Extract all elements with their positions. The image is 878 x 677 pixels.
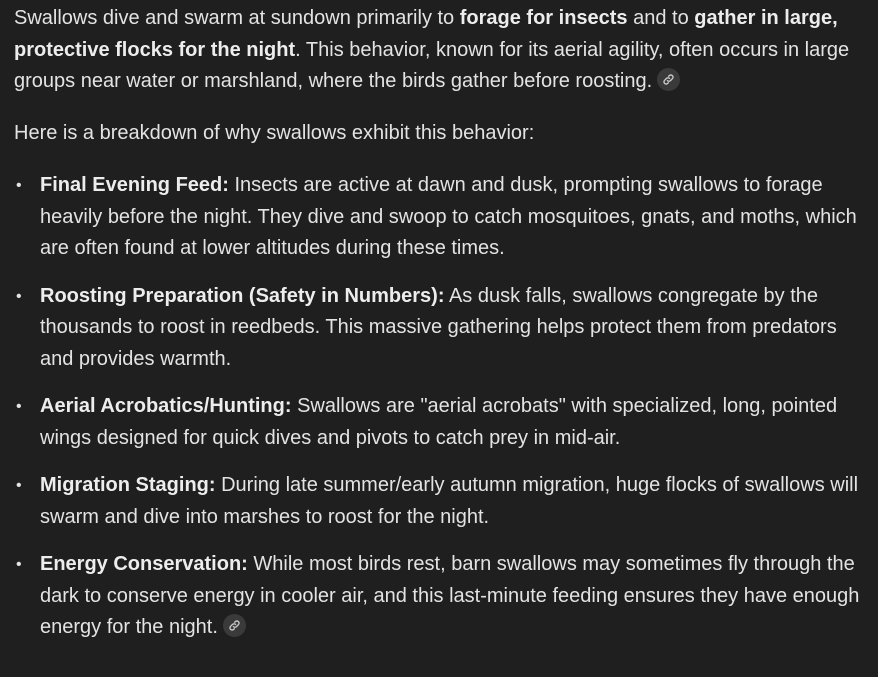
list-item-text: As dusk falls, swallows congregate by the thousands to roost in reedbeds. This massive gathering helps protect them from predators and provides warmth. [40, 284, 837, 370]
list-item-text: Swallows are "aerial acrobats" with specialized, long, pointed wings designed for quick dives and pivots to catch prey in mid-air. [40, 395, 838, 449]
list-item-energy-conservation [14, 549, 864, 644]
link-icon [662, 73, 675, 86]
bullet-marker: • [16, 477, 22, 494]
source-link-button[interactable] [223, 614, 246, 637]
list-item-title: Final Evening Feed: [40, 174, 229, 196]
intro-text-2: and to [627, 7, 695, 29]
intro-text-3: . This behavior, known for its aerial agility, often occurs in large groups near water or marshland, where the birds gather before roosting. [14, 38, 850, 92]
source-link-button[interactable] [657, 68, 680, 91]
list-item-text: During late summer/early autumn migration, huge flocks of swallows will swarm and dive into marshes to roost for the night. [40, 474, 859, 528]
bullet-marker: • [16, 287, 22, 305]
lead-paragraph: Here is a breakdown of why swallows exhibit this behavior: [14, 121, 535, 144]
list-item-roosting-preparation [14, 281, 864, 376]
bullet-marker: • [16, 556, 22, 573]
list-item-aerial-acrobatics [14, 391, 864, 454]
intro-bold-gather: gather in large, protective flocks for the night [14, 7, 838, 61]
bullet-marker: • [16, 398, 22, 415]
intro-bold-forage: forage for insects [459, 7, 628, 29]
intro-text-1: Swallows dive and swarm at sundown primarily to [14, 7, 460, 29]
list-item-text: While most birds rest, barn swallows may sometimes fly through the dark to conserve energy in cooler air, and this last-minute feeding ensures they have enough energy for the night. [40, 553, 860, 638]
list-item-title: Roosting Preparation (Safety in Numbers): [40, 284, 445, 307]
list-item-title: Aerial Acrobatics/Hunting: [40, 395, 292, 417]
list-item-title: Migration Staging: [40, 474, 216, 496]
list-item-final-evening-feed [14, 170, 864, 265]
bullet-marker: • [16, 177, 22, 194]
list-item-text: Insects are active at dawn and dusk, prompting swallows to forage heavily before the night. They dive and swoop to catch mosquitoes, gnats, and moths, which are often found at lower altitudes during these times. [40, 174, 857, 259]
response-content [14, 3, 864, 660]
reasons-list [14, 170, 864, 644]
list-item-migration-staging [14, 470, 864, 533]
link-icon [228, 619, 241, 632]
list-item-title: Energy Conservation: [40, 553, 248, 575]
intro-paragraph [14, 3, 864, 98]
